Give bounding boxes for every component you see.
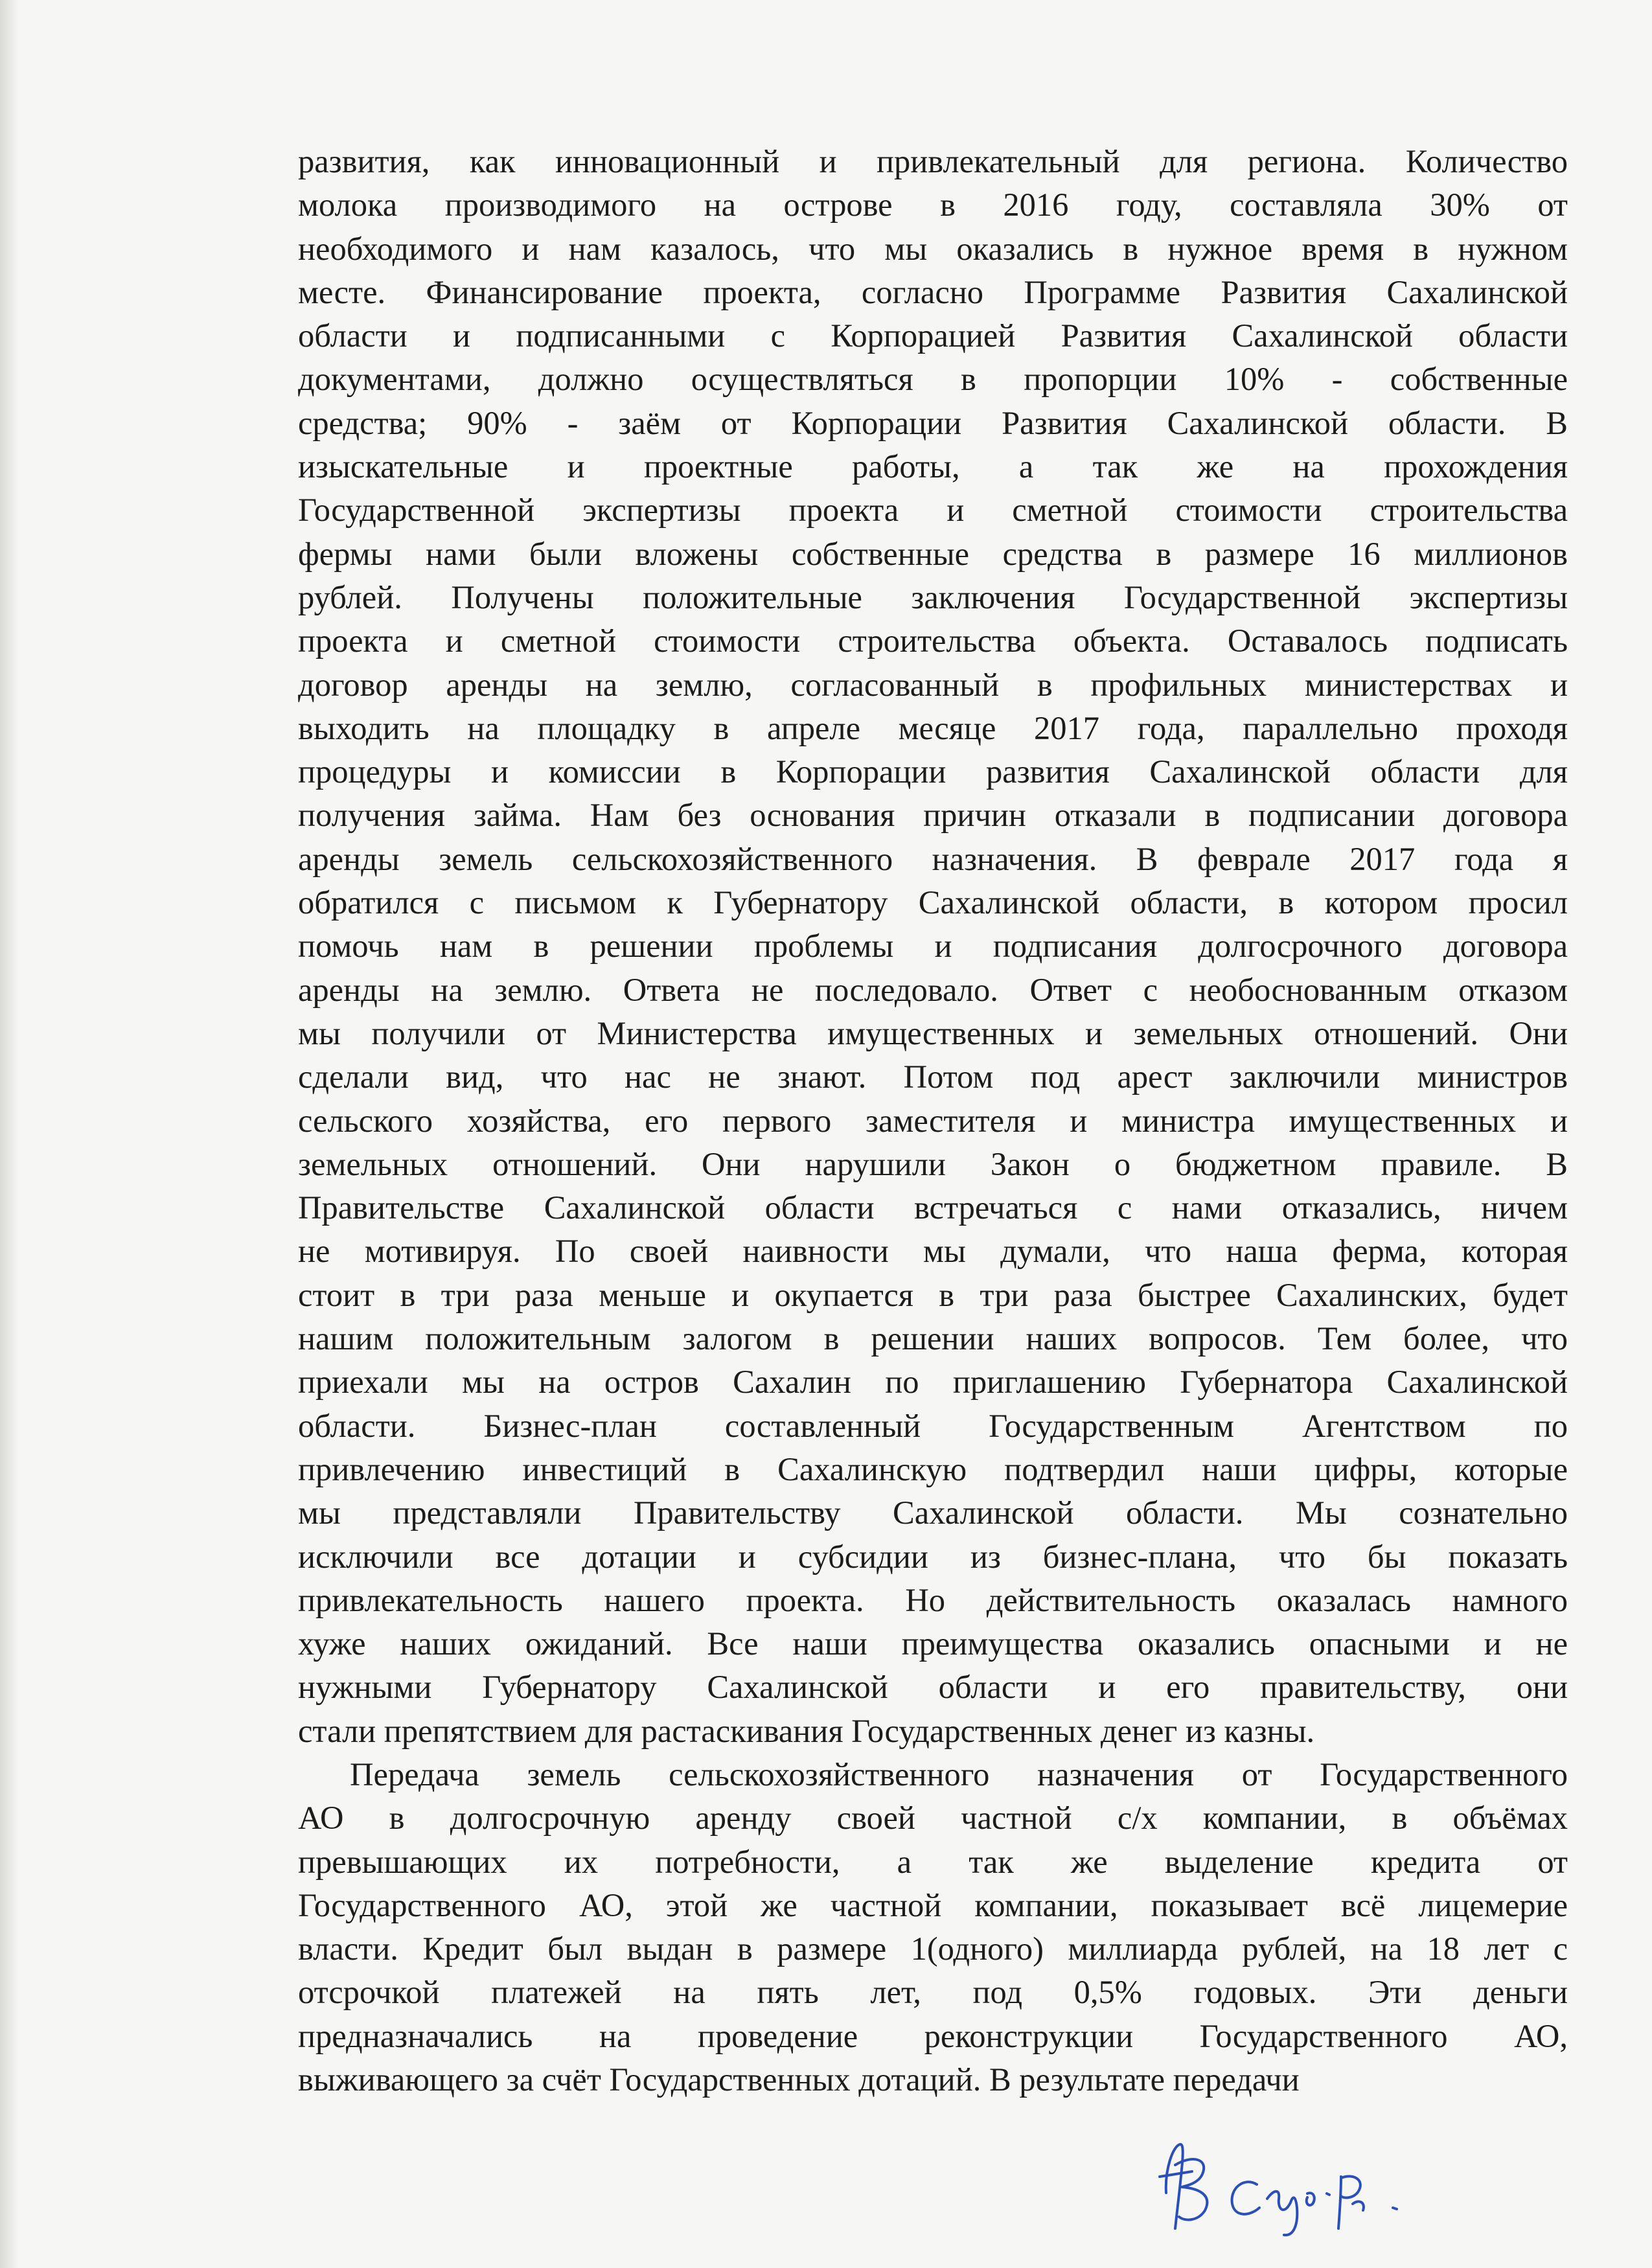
text-line: не мотивируя. По своей наивности мы думали, что наша ферма, которая [298,1233,1568,1270]
document-body [298,140,1568,2102]
text-line: стоит в три раза меньше и окупается в три раза быстрее Сахалинских, будет [298,1276,1568,1313]
text-line: проекта и сметной стоимости строительства объекта. Оставалось подписать [298,623,1568,659]
text-line: развития, как инновационный и привлекательный для региона. Количество [298,143,1568,179]
text-line: аренды земель сельскохозяйственного назначения. В феврале 2017 года я [298,840,1568,877]
text-line: изыскательные и проектные работы, а так же на прохождения [298,448,1568,485]
text-line: мы получили от Министерства имущественных и земельных отношений. Они [298,1014,1568,1051]
text-line: хуже наших ожиданий. Все наши преимущества оказались опасными и не [298,1625,1568,1662]
text-line: обратился с письмом к Губернатору Сахалинской области, в котором просил [298,884,1568,921]
text-line: необходимого и нам казалось, что мы оказались в нужное время в нужном [298,230,1568,267]
text-line: процедуры и комиссии в Корпорации развития Сахалинской области для [298,753,1568,790]
text-line: власти. Кредит был выдан в размере 1(одного) миллиарда рублей, на 18 лет с [298,1930,1568,1967]
text-line: нашим положительным залогом в решении наших вопросов. Тем более, что [298,1320,1568,1357]
text-line: сельского хозяйства, его первого заместителя и министра имущественных и [298,1102,1568,1139]
text-line: выходить на площадку в апреле месяце 2017 года, параллельно проходя [298,709,1568,746]
text-line: приехали мы на остров Сахалин по приглашению Губернатора Сахалинской [298,1364,1568,1401]
handwritten-signature [1147,2131,1458,2241]
text-line: документами, должно осуществляться в пропорции 10% - собственные [298,361,1568,398]
text-line: области и подписанными с Корпорацией Развития Сахалинской области [298,317,1568,354]
text-line: молока производимого на острове в 2016 году, составляла 30% от [298,187,1568,223]
text-line: АО в долгосрочную аренду своей частной с/х компании, в объёмах [298,1800,1568,1837]
text-line: выживающего за счёт Государственных дотаций. В результате передачи [298,2061,1300,2098]
text-line: нужными Губернатору Сахалинской области и его правительству, они [298,1669,1568,1706]
text-line: Государственной экспертизы проекта и сметной стоимости строительства [298,492,1568,529]
text-line: получения займа. Нам без основания причин отказали в подписании договора [298,797,1568,834]
text-line: договор аренды на землю, согласованный в профильных министерствах и [298,666,1568,703]
text-line: фермы нами были вложены собственные средства в размере 16 миллионов [298,535,1568,572]
text-line: помочь нам в решении проблемы и подписания долгосрочного договора [298,928,1568,965]
text-line: аренды на землю. Ответа не последовало. Ответ с необоснованным отказом [298,971,1568,1008]
paragraph-2 [298,1753,1568,2102]
text-line: стали препятствием для растаскивания Государственных денег из казны. [298,1712,1315,1749]
text-line: Государственного АО, этой же частной компании, показывает всё лицемерие [298,1886,1568,1923]
text-line: исключили все дотации и субсидии из бизнес-плана, что бы показать [298,1538,1568,1575]
text-line: привлечению инвестиций в Сахалинскую подтвердил наши цифры, которые [298,1450,1568,1487]
text-line: Правительстве Сахалинской области встречаться с нами отказались, ничем [298,1189,1568,1226]
text-line: отсрочкой платежей на пять лет, под 0,5% годовых. Эти деньги [298,1974,1568,2011]
text-line: земельных отношений. Они нарушили Закон о бюджетном правиле. В [298,1145,1568,1182]
paragraph-1 [298,140,1568,1753]
text-line: привлекательность нашего проекта. Но действительность оказалась намного [298,1581,1568,1618]
text-line: области. Бизнес-план составленный Государственным Агентством по [298,1407,1568,1444]
text-line: превышающих их потребности, а так же выделение кредита от [298,1843,1568,1880]
text-line: предназначались на проведение реконструкции Государственного АО, [298,2017,1568,2054]
text-line: рублей. Получены положительные заключения Государственной экспертизы [298,578,1568,615]
text-line: месте. Финансирование проекта, согласно Программе Развития Сахалинской [298,273,1568,310]
text-line: Передача земель сельскохозяйственного назначения от Государственного [350,1756,1568,1793]
text-line: средства; 90% - заём от Корпорации Развития Сахалинской области. В [298,404,1568,441]
text-line: мы представляли Правительству Сахалинской области. Мы сознательно [298,1495,1568,1531]
scan-edge-shadow [0,0,18,2268]
text-line: сделали вид, что нас не знают. Потом под арест заключили министров [298,1059,1568,1095]
